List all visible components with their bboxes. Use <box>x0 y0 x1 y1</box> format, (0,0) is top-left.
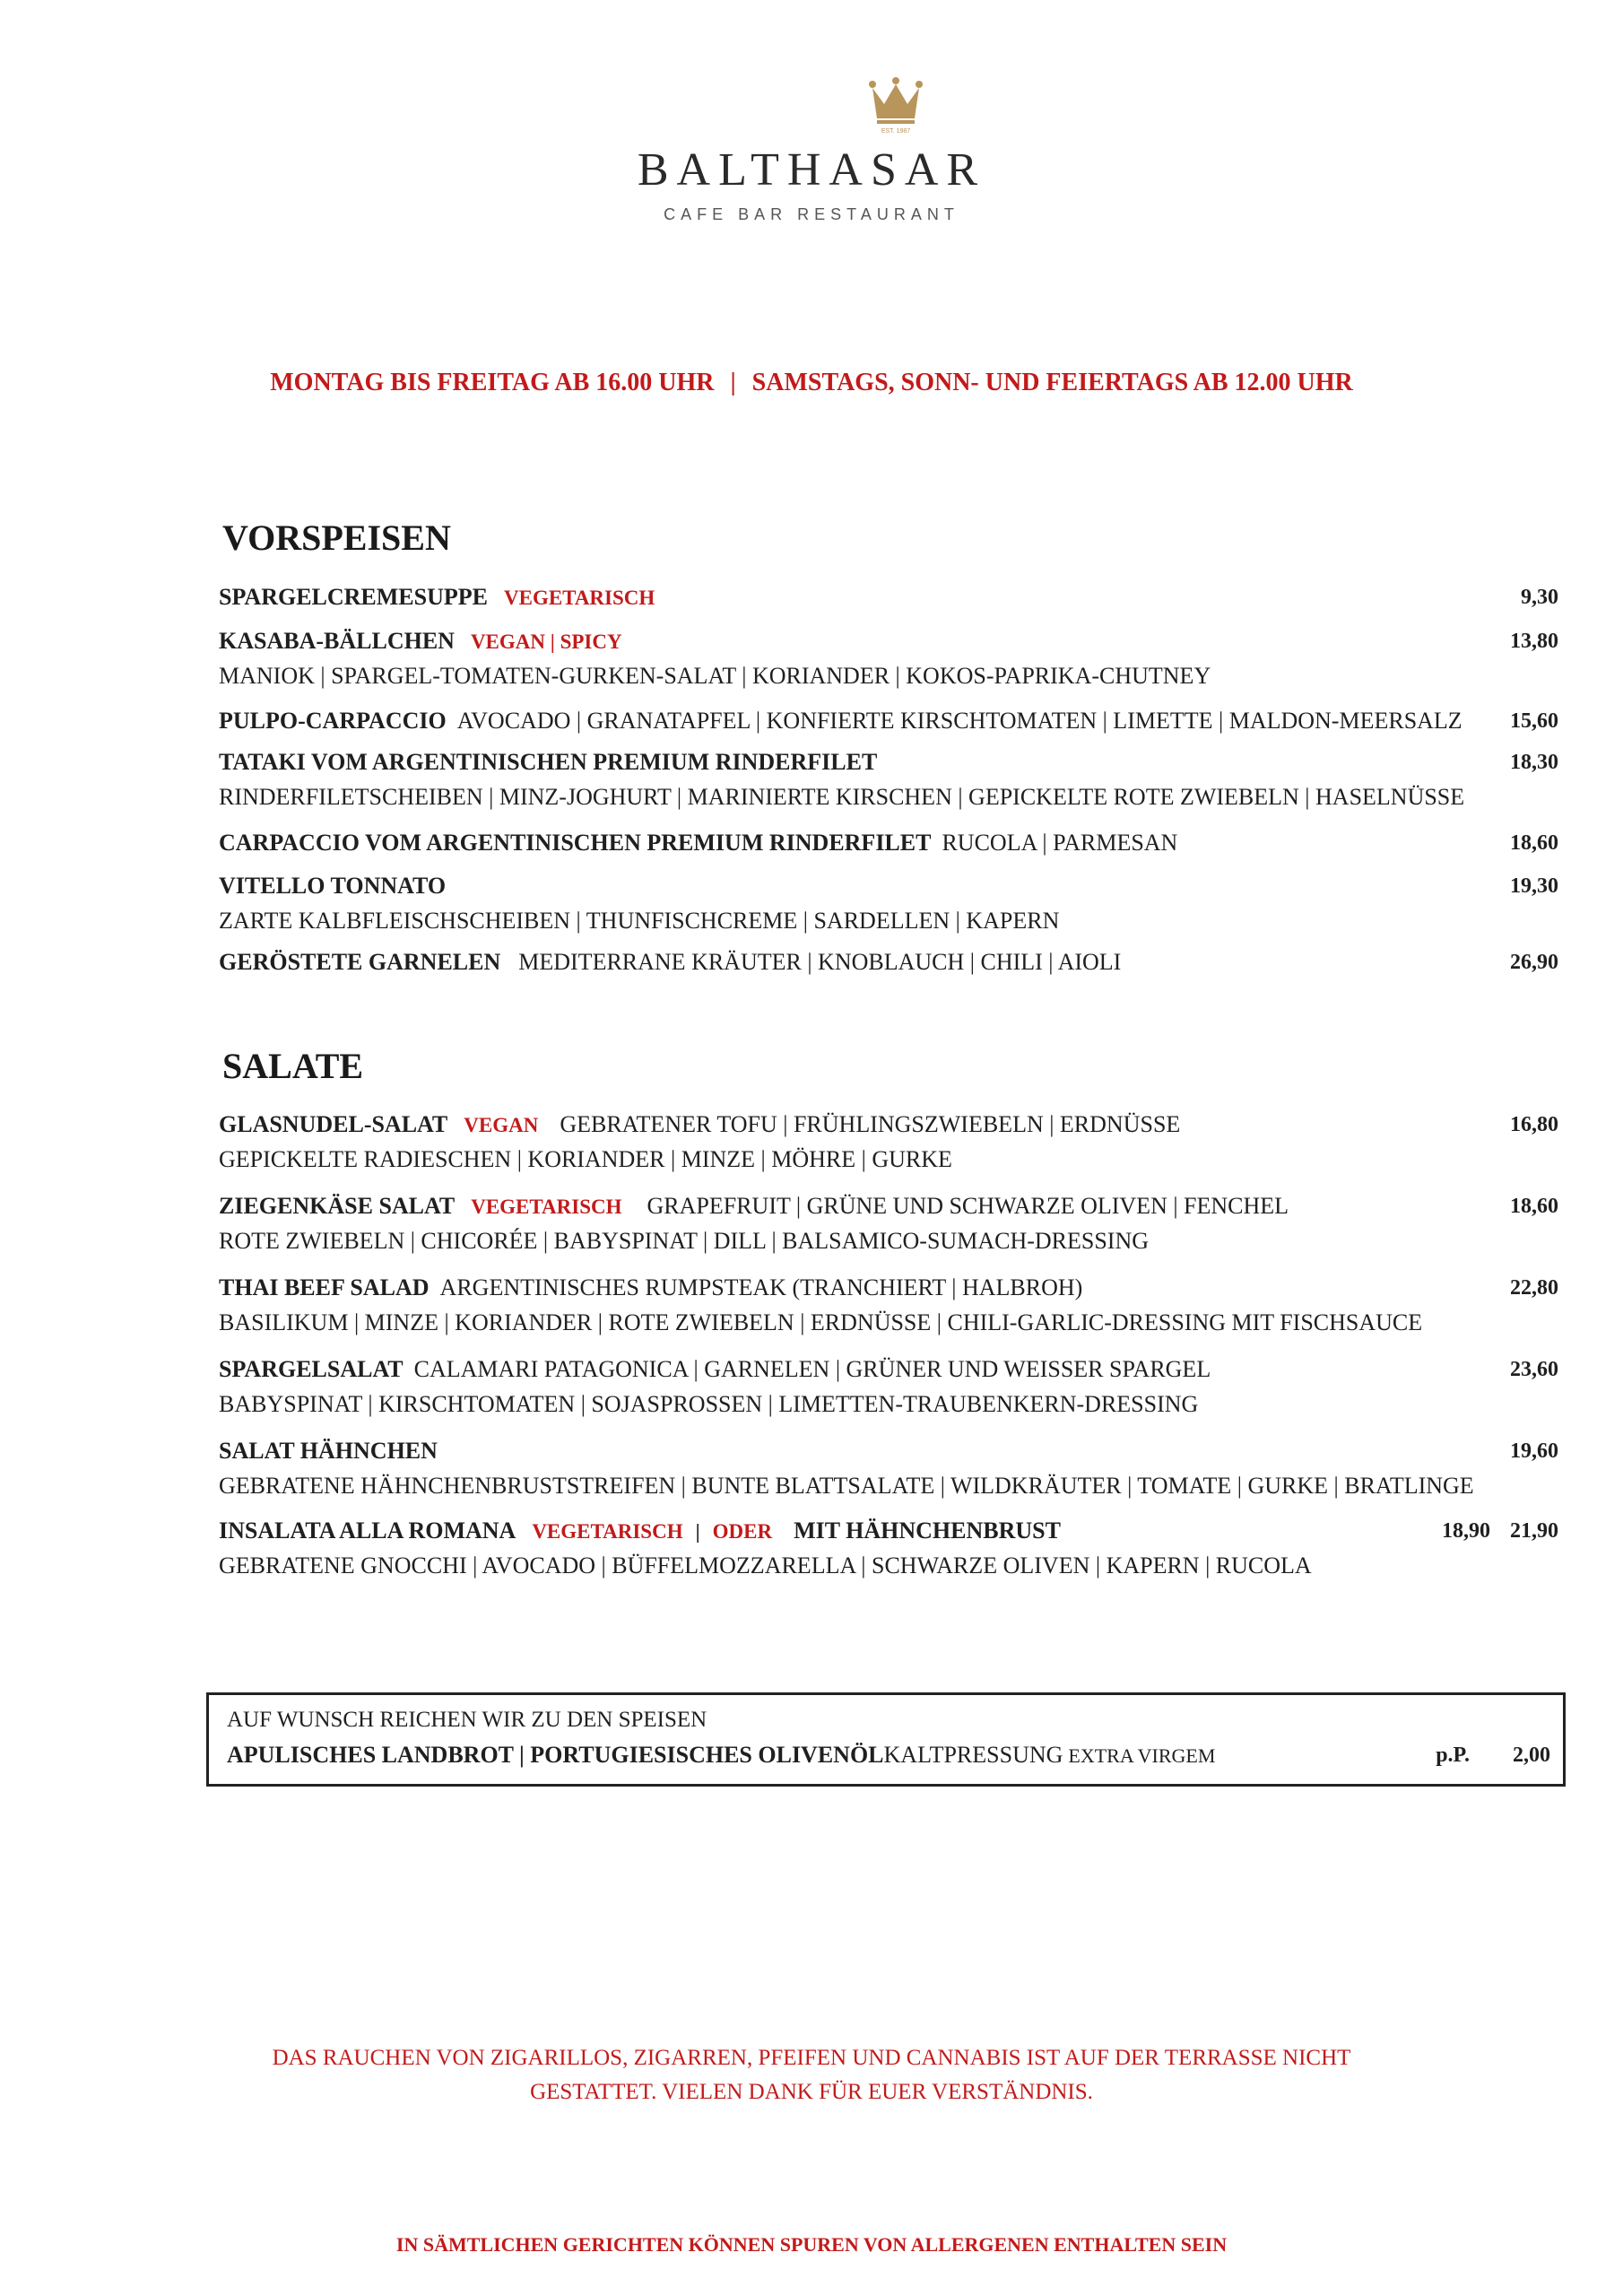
item-name: SPARGELCREMESUPPE <box>219 584 488 610</box>
item-description: CALAMARI PATAGONICA | GARNELEN | GRÜNER UND WEISSER SPARGEL <box>413 1356 1211 1382</box>
item-price: 19,30 <box>1510 874 1558 898</box>
logo-est: EST. 1987 <box>881 128 911 135</box>
item-description: ARGENTINISCHES RUMPSTEAK (TRANCHIERT | HALBROH) <box>439 1274 1083 1300</box>
bread-price: 2,00 <box>1513 1744 1550 1767</box>
menu-item <box>219 1110 1558 1140</box>
section-title-vorspeisen: VORSPEISEN <box>222 517 451 558</box>
item-name: PULPO-CARPACCIO <box>219 708 447 734</box>
menu-item <box>219 1355 1558 1384</box>
item-price: 16,80 <box>1510 1113 1558 1136</box>
opening-hours <box>0 369 1623 397</box>
hours-weekdays: MONTAG BIS FREITAG AB 16.00 UHR <box>270 369 715 396</box>
item-price: 9,30 <box>1521 586 1558 609</box>
bread-oil-grade: EXTRA VIRGEM <box>1068 1744 1216 1767</box>
item-price: 22,80 <box>1510 1276 1558 1300</box>
item-name: KASABA-BÄLLCHEN <box>219 628 455 654</box>
item-price: 13,80 <box>1510 630 1558 653</box>
item-description: MANIOK | SPARGEL-TOMATEN-GURKEN-SALAT | KORIANDER | KOKOS-PAPRIKA-CHUTNEY <box>219 663 1211 689</box>
crown-icon <box>868 77 924 136</box>
menu-item <box>219 948 1558 977</box>
hours-separator: | <box>730 369 736 396</box>
item-name: VITELLO TONNATO <box>219 873 447 899</box>
smoking-notice-line2: GESTATTET. VIELEN DANK FÜR EUER VERSTÄNDNIS. <box>530 2080 1093 2104</box>
per-person-label: p.P. <box>1436 1744 1470 1767</box>
item-description: GEBRATENER TOFU | FRÜHLINGSZWIEBELN | ERDNÜSSE <box>560 1111 1181 1137</box>
menu-item <box>219 1192 1558 1222</box>
item-description: ROTE ZWIEBELN | CHICORÉE | BABYSPINAT | DILL | BALSAMICO-SUMACH-DRESSING <box>219 1228 1150 1254</box>
item-tag: VEGAN <box>464 1114 539 1136</box>
menu-item <box>219 1437 1558 1465</box>
menu-item <box>219 748 1558 777</box>
bread-name: APULISCHES LANDBROT | PORTUGIESISCHES OLIVENÖL <box>227 1742 884 1768</box>
tag-separator: | <box>695 1520 700 1543</box>
item-name: INSALATA ALLA ROMANA <box>219 1518 516 1544</box>
item-price: 18,60 <box>1510 831 1558 855</box>
item-option: MIT HÄHNCHENBRUST <box>794 1518 1061 1544</box>
item-description: GEBRATENE GNOCCHI | AVOCADO | BÜFFELMOZZARELLA | SCHWARZE OLIVEN | KAPERN | RUCOLA <box>219 1552 1312 1578</box>
item-price: 19,60 <box>1510 1439 1558 1463</box>
menu-item <box>219 1517 1558 1546</box>
menu-item <box>219 1274 1558 1302</box>
item-description: MEDITERRANE KRÄUTER | KNOBLAUCH | CHILI | AIOLI <box>518 949 1122 975</box>
item-name: GERÖSTETE GARNELEN <box>219 949 501 975</box>
item-tag: VEGETARISCH <box>471 1196 622 1218</box>
item-price: 26,90 <box>1510 951 1558 974</box>
brand-name: BALTHASAR <box>637 144 986 196</box>
bread-description <box>227 1742 1215 1769</box>
item-name: SPARGELSALAT <box>219 1356 404 1382</box>
menu-item <box>219 872 1558 900</box>
item-name: ZIEGENKÄSE SALAT <box>219 1193 456 1219</box>
item-price: 18,30 <box>1510 751 1558 774</box>
item-tag: VEGETARISCH <box>504 587 655 609</box>
item-name: GLASNUDEL-SALAT <box>219 1111 448 1137</box>
menu-item <box>219 583 1558 613</box>
item-name: TATAKI VOM ARGENTINISCHEN PREMIUM RINDERFILET <box>219 749 878 775</box>
item-tag: VEGETARISCH <box>532 1520 683 1543</box>
menu-item <box>219 707 1558 735</box>
item-description: BASILIKUM | MINZE | KORIANDER | ROTE ZWIEBELN | ERDNÜSSE | CHILI-GARLIC-DRESSING MIT FISCHSAUCE <box>219 1309 1423 1335</box>
item-tag-oder: ODER <box>712 1520 773 1543</box>
item-name: SALAT HÄHNCHEN <box>219 1438 438 1464</box>
item-description: BABYSPINAT | KIRSCHTOMATEN | SOJASPROSSEN | LIMETTEN-TRAUBENKERN-DRESSING <box>219 1391 1199 1417</box>
item-price: 15,60 <box>1510 709 1558 733</box>
menu-item <box>219 829 1558 857</box>
item-price-vegetarian: 18,90 <box>1442 1519 1490 1543</box>
bread-oil-note: KALTPRESSUNG <box>883 1742 1063 1768</box>
section-title-salate: SALATE <box>222 1046 364 1086</box>
item-description: GEBRATENE HÄHNCHENBRUSTSTREIFEN | BUNTE BLATTSALATE | WILDKRÄUTER | TOMATE | GURKE | BRATLINGE <box>219 1473 1474 1499</box>
item-description: GEPICKELTE RADIESCHEN | KORIANDER | MINZE | MÖHRE | GURKE <box>219 1146 952 1172</box>
item-name: CARPACCIO VOM ARGENTINISCHEN PREMIUM RINDERFILET <box>219 830 932 856</box>
item-description: RUCOLA | PARMESAN <box>942 830 1178 856</box>
allergen-notice: IN SÄMTLICHEN GERICHTEN KÖNNEN SPUREN VON ALLERGENEN ENTHALTEN SEIN <box>395 2233 1228 2256</box>
item-description: AVOCADO | GRANATAPFEL | KONFIERTE KIRSCHTOMATEN | LIMETTE | MALDON-MEERSALZ <box>456 708 1462 734</box>
item-price: 23,60 <box>1510 1358 1558 1381</box>
smoking-notice-line1: DAS RAUCHEN VON ZIGARILLOS, ZIGARREN, PFEIFEN UND CANNABIS IST AUF DER TERRASSE NICHT <box>272 2046 1351 2070</box>
item-description: GRAPEFRUIT | GRÜNE UND SCHWARZE OLIVEN | FENCHEL <box>647 1193 1289 1219</box>
bread-info-box <box>206 1692 1566 1787</box>
brand-subtitle: CAFE BAR RESTAURANT <box>664 205 959 223</box>
menu-item <box>219 627 1558 657</box>
item-description: ZARTE KALBFLEISCHSCHEIBEN | THUNFISCHCREME | SARDELLEN | KAPERN <box>219 908 1060 934</box>
hours-weekend: SAMSTAGS, SONN- UND FEIERTAGS AB 12.00 UHR <box>751 369 1353 396</box>
item-tag: VEGAN | SPICY <box>470 631 622 653</box>
item-price-chicken: 21,90 <box>1510 1519 1558 1543</box>
item-name: THAI BEEF SALAD <box>219 1274 430 1300</box>
item-price: 18,60 <box>1510 1195 1558 1218</box>
bread-intro: AUF WUNSCH REICHEN WIR ZU DEN SPEISEN <box>227 1708 707 1732</box>
item-description: RINDERFILETSCHEIBEN | MINZ-JOGHURT | MARINIERTE KIRSCHEN | GEPICKELTE ROTE ZWIEBELN | HASELNÜSSE <box>219 784 1465 810</box>
